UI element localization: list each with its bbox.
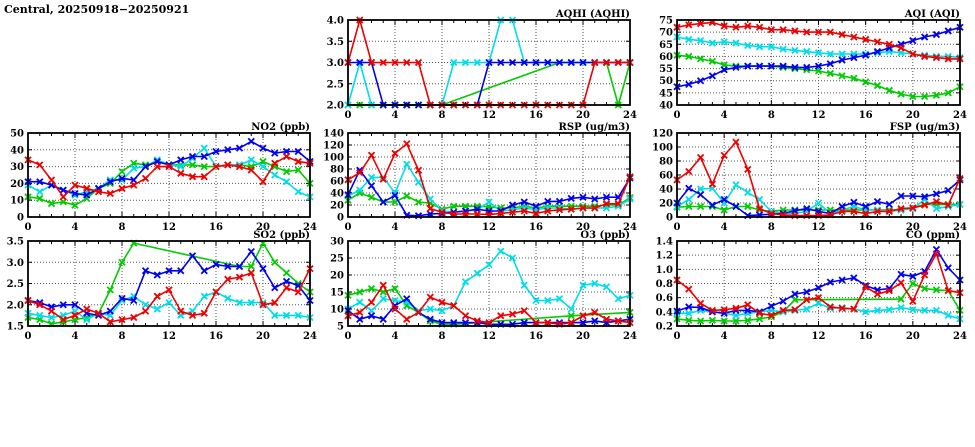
y-tick-label: 1.0 (655, 264, 673, 276)
y-tick-label: 45 (659, 88, 673, 100)
x-tick-label: 0 (673, 331, 681, 342)
y-tick-label: 20 (330, 270, 344, 282)
x-tick-label: 12 (162, 331, 176, 342)
y-tick-label: 0 (17, 212, 24, 224)
x-tick-label: 0 (673, 110, 681, 121)
y-tick-label: 0 (666, 212, 673, 224)
x-tick-label: 4 (720, 331, 728, 342)
x-tick-label: 4 (71, 222, 79, 233)
x-tick-label: 8 (118, 222, 126, 233)
y-tick-label: 2.0 (6, 300, 24, 312)
x-tick-label: 24 (953, 331, 967, 342)
x-tick-label: 8 (118, 331, 126, 342)
y-tick-label: 20 (10, 178, 24, 190)
x-tick-label: 0 (344, 222, 352, 233)
x-tick-label: 16 (529, 331, 543, 342)
y-tick-label: 0.4 (655, 307, 673, 319)
x-tick-label: 16 (209, 331, 223, 342)
series-markers-blue (674, 177, 963, 219)
x-tick-label: 16 (858, 222, 873, 233)
x-tick-label: 16 (858, 110, 873, 121)
y-tick-label: 3.0 (326, 58, 344, 69)
x-tick-label: 16 (209, 222, 223, 233)
y-tick-label: 30 (330, 236, 344, 248)
chart-o3 (318, 227, 640, 344)
chart-aqi (647, 6, 970, 123)
y-tick-label: 100 (323, 152, 344, 164)
y-tick-label: 75 (659, 15, 673, 27)
y-tick-label: 55 (659, 64, 673, 76)
y-tick-label: 15 (330, 287, 344, 299)
chart-aqhi (318, 6, 640, 123)
y-tick-label: 80 (659, 156, 673, 168)
y-tick-label: 60 (330, 176, 344, 188)
chart-rsp (318, 119, 640, 235)
x-tick-label: 20 (576, 331, 590, 342)
x-tick-label: 12 (482, 222, 496, 233)
chart-fsp (647, 119, 970, 235)
fsp-plot (647, 119, 970, 235)
x-tick-label: 8 (767, 110, 775, 121)
chart-title-aqhi: AQHI (AQHI) (555, 9, 630, 20)
aqhi-plot (318, 6, 640, 123)
y-tick-label: 1.2 (655, 250, 673, 262)
chart-title-aqi: AQI (AQI) (904, 9, 960, 20)
series-line-green (677, 55, 960, 96)
x-tick-label: 8 (438, 222, 446, 233)
aqi-plot (647, 6, 970, 123)
x-tick-label: 24 (953, 222, 967, 233)
x-tick-label: 0 (24, 222, 32, 233)
y-tick-label: 3.5 (6, 236, 24, 248)
y-tick-label: 40 (659, 100, 673, 112)
x-tick-label: 24 (623, 222, 637, 233)
y-tick-label: 120 (323, 140, 344, 152)
no2-plot (0, 119, 320, 235)
y-tick-label: 20 (659, 198, 673, 210)
x-tick-label: 20 (576, 222, 590, 233)
chart-co (647, 227, 970, 344)
x-tick-label: 4 (720, 110, 728, 121)
x-tick-label: 8 (438, 110, 446, 121)
page-title: Central, 20250918−20250921 (4, 3, 190, 16)
x-tick-label: 8 (767, 331, 775, 342)
chart-title-co: CO (ppm) (905, 230, 960, 241)
series-markers-blue (674, 24, 963, 90)
y-tick-label: 0.8 (655, 279, 673, 290)
y-tick-label: 50 (10, 128, 24, 140)
y-tick-label: 1.4 (655, 236, 673, 248)
series-line-cyan (28, 292, 310, 320)
x-tick-label: 16 (529, 222, 543, 233)
series-line-green (348, 289, 630, 325)
x-tick-label: 20 (905, 110, 920, 121)
x-tick-label: 4 (71, 331, 79, 342)
y-tick-label: 2.5 (6, 279, 24, 290)
x-tick-label: 12 (811, 110, 826, 121)
y-tick-label: 65 (659, 39, 673, 51)
x-tick-label: 20 (905, 222, 920, 233)
x-tick-label: 20 (905, 331, 920, 342)
x-tick-label: 24 (303, 331, 317, 342)
y-tick-label: 60 (659, 170, 673, 182)
x-tick-label: 12 (482, 331, 496, 342)
o3-plot (318, 227, 640, 344)
y-tick-label: 140 (323, 128, 344, 140)
y-tick-label: 80 (330, 164, 344, 176)
x-tick-label: 24 (623, 331, 637, 342)
y-tick-label: 2.5 (326, 79, 344, 91)
series-markers-cyan (674, 300, 963, 322)
x-tick-label: 4 (391, 331, 399, 342)
x-tick-label: 20 (256, 222, 270, 233)
y-tick-label: 2.0 (326, 100, 344, 112)
x-tick-label: 24 (623, 110, 637, 121)
x-tick-label: 12 (811, 331, 826, 342)
so2-plot (0, 227, 320, 344)
x-tick-label: 4 (391, 110, 399, 121)
series-line-blue (348, 299, 630, 325)
rsp-plot (318, 119, 640, 235)
x-tick-label: 24 (953, 110, 967, 121)
x-tick-label: 12 (162, 222, 176, 233)
x-tick-label: 8 (767, 222, 775, 233)
chart-title-rsp: RSP (ug/m3) (558, 122, 630, 133)
x-tick-label: 0 (24, 331, 32, 342)
y-tick-label: 40 (10, 145, 24, 157)
x-tick-label: 12 (811, 222, 826, 233)
y-tick-label: 120 (652, 128, 673, 140)
chart-title-no2: NO2 (ppb) (251, 122, 310, 133)
y-tick-label: 1.5 (6, 321, 24, 333)
y-tick-label: 0 (337, 212, 344, 224)
x-tick-label: 0 (344, 110, 352, 121)
y-tick-label: 20 (330, 200, 344, 212)
x-tick-label: 12 (482, 110, 496, 121)
y-tick-label: 40 (659, 184, 673, 196)
y-tick-label: 50 (659, 76, 673, 88)
y-tick-label: 3.0 (6, 257, 24, 269)
y-tick-label: 60 (659, 51, 673, 63)
y-tick-label: 4.0 (326, 15, 344, 27)
y-tick-label: 0.6 (655, 293, 673, 305)
x-tick-label: 20 (256, 331, 270, 342)
y-tick-label: 10 (330, 304, 344, 316)
y-tick-label: 40 (330, 188, 344, 200)
x-tick-label: 16 (858, 331, 873, 342)
chart-title-fsp: FSP (ug/m3) (889, 122, 960, 133)
y-tick-label: 5 (337, 321, 344, 333)
y-tick-label: 3.5 (326, 36, 344, 48)
series-markers-blue (25, 138, 313, 198)
y-tick-label: 30 (10, 162, 24, 174)
y-tick-label: 100 (652, 142, 673, 154)
x-tick-label: 24 (303, 222, 317, 233)
y-tick-label: 0.2 (655, 321, 673, 333)
y-tick-label: 10 (10, 195, 24, 207)
y-tick-label: 70 (659, 27, 673, 39)
co-plot (647, 227, 970, 344)
x-tick-label: 4 (720, 222, 728, 233)
x-tick-label: 0 (673, 222, 681, 233)
chart-title-so2: SO2 (ppb) (253, 230, 310, 241)
x-tick-label: 8 (438, 331, 446, 342)
y-tick-label: 25 (330, 253, 344, 265)
chart-title-o3: O3 (ppb) (580, 230, 630, 241)
chart-so2 (0, 227, 320, 344)
x-tick-label: 0 (344, 331, 352, 342)
chart-no2 (0, 119, 320, 235)
x-tick-label: 20 (576, 110, 590, 121)
x-tick-label: 4 (391, 222, 399, 233)
x-tick-label: 16 (529, 110, 543, 121)
